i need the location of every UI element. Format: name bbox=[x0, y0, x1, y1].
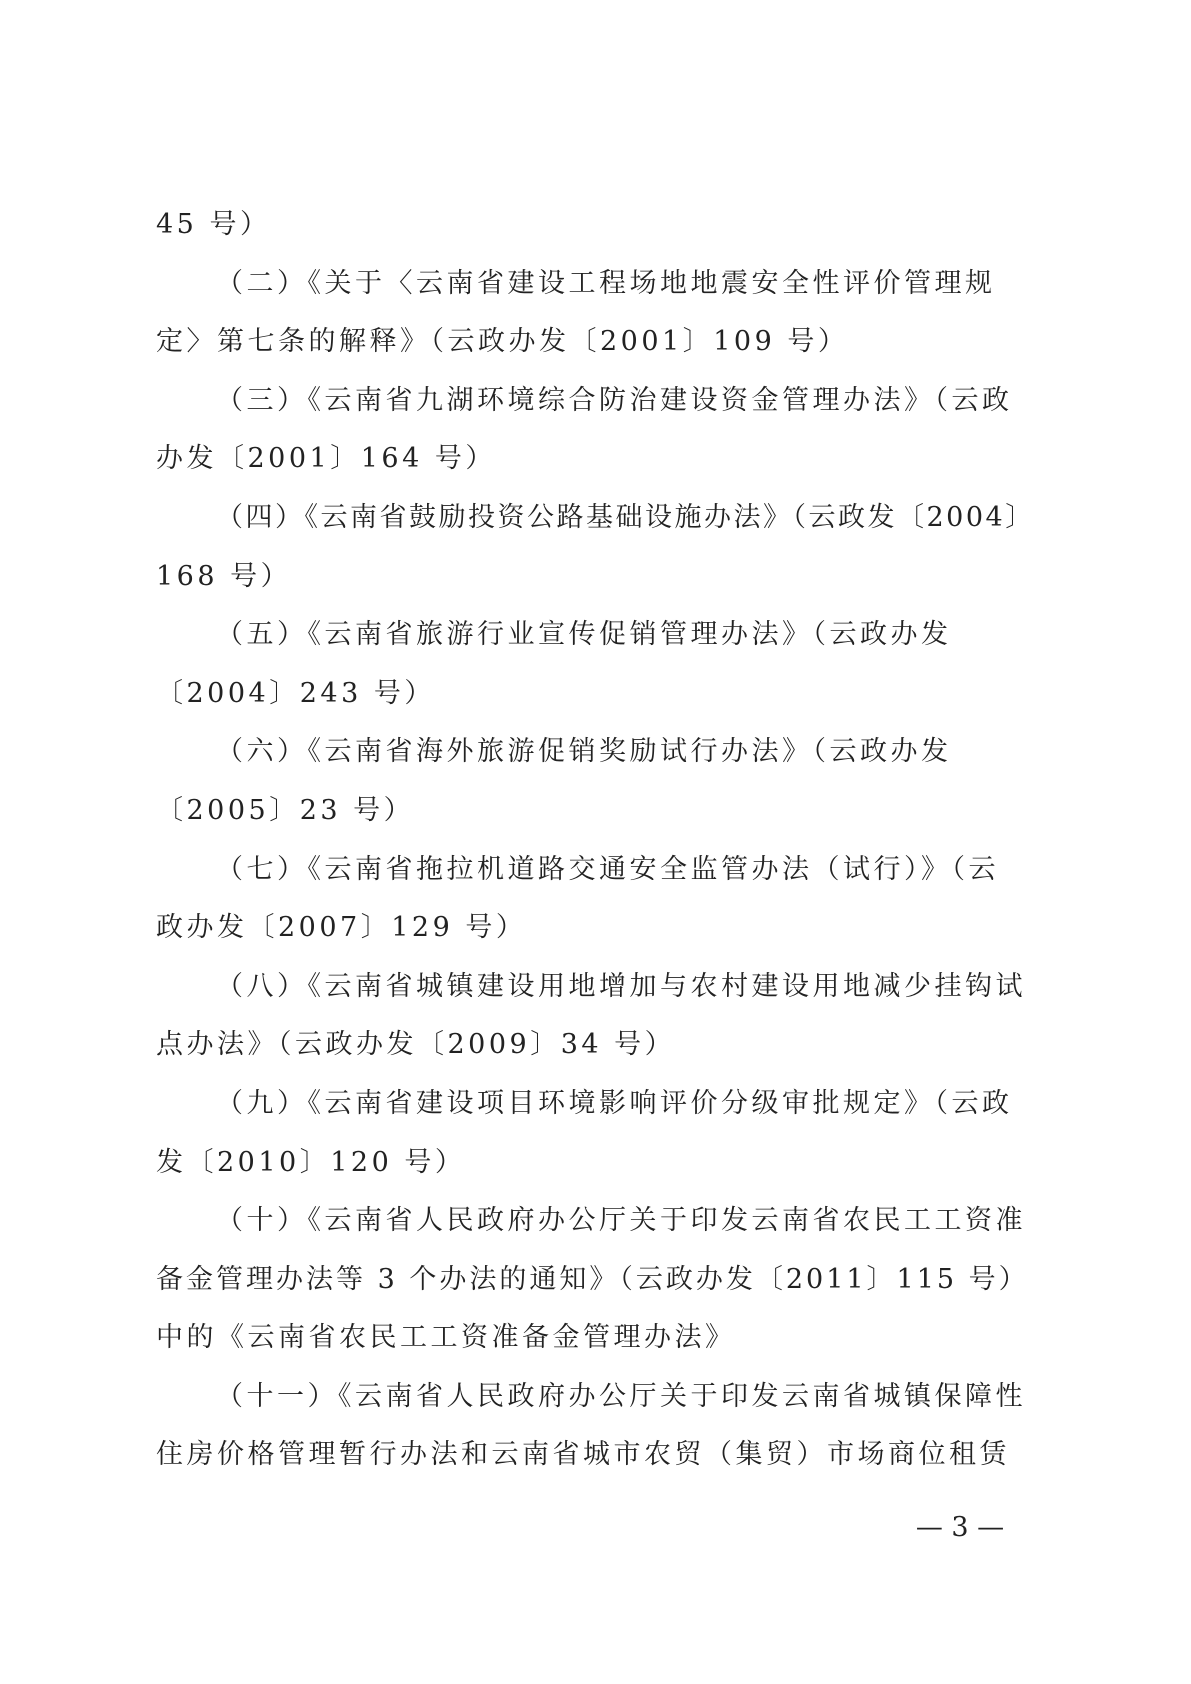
text-line: （六）《云南省海外旅游促销奖励试行办法》（云政办发 bbox=[216, 736, 952, 768]
text-line: 办发〔2001〕164 号） bbox=[156, 443, 496, 475]
text-line: （八）《云南省城镇建设用地增加与农村建设用地减少挂钩试 bbox=[216, 970, 1026, 1002]
text-line: 点办法》（云政办发〔2009〕34 号） bbox=[156, 1029, 676, 1061]
text-line: （五）《云南省旅游行业宣传促销管理办法》（云政办发 bbox=[216, 619, 952, 651]
text-line: （九）《云南省建设项目环境影响评价分级审批规定》（云政 bbox=[216, 1087, 1013, 1119]
text-line: 45 号） bbox=[156, 209, 271, 240]
text-line: （四）《云南省鼓励投资公路基础设施办法》（云政发〔2004〕 bbox=[216, 501, 1035, 533]
document-body bbox=[156, 196, 1036, 1485]
page-number: — 3 — bbox=[915, 1512, 1005, 1543]
text-line: 发〔2010〕120 号） bbox=[156, 1146, 466, 1178]
text-line: （七）《云南省拖拉机道路交通安全监管办法（试行）》（云 bbox=[216, 853, 999, 885]
text-line: （三）《云南省九湖环境综合防治建设资金管理办法》（云政 bbox=[216, 384, 1013, 416]
text-line: 〔2005〕23 号） bbox=[156, 794, 415, 826]
text-line: 备金管理办法等 3 个办法的通知》（云政办发〔2011〕115 号） bbox=[156, 1263, 1029, 1295]
text-line: 中的《云南省农民工工资准备金管理办法》 bbox=[156, 1322, 736, 1354]
text-line: （十）《云南省人民政府办公厅关于印发云南省农民工工资准 bbox=[216, 1205, 1026, 1237]
text-line: 住房价格管理暂行办法和云南省城市农贸（集贸）市场商位租赁 bbox=[156, 1439, 1010, 1471]
text-line: 168 号） bbox=[156, 560, 292, 592]
text-line: 政办发〔2007〕129 号） bbox=[156, 912, 527, 944]
text-line: （十一）《云南省人民政府办公厅关于印发云南省城镇保障性 bbox=[216, 1380, 1026, 1412]
text-line: （二）《关于〈云南省建设工程场地地震安全性评价管理规 bbox=[216, 267, 996, 299]
text-line: 定〉第七条的解释》（云政办发〔2001〕109 号） bbox=[156, 326, 849, 358]
text-line: 〔2004〕243 号） bbox=[156, 677, 435, 709]
